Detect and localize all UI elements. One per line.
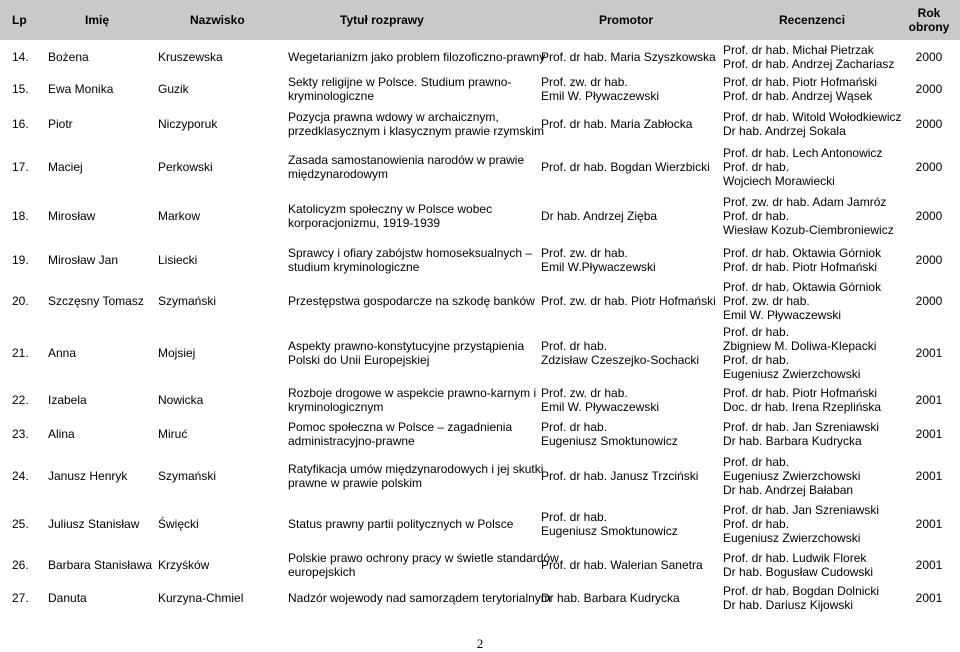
cell-year: 2000 — [915, 159, 943, 174]
cell-first-name: Juliusz Stanisław — [48, 517, 140, 531]
cell-last-name: Kurzyna-Chmiel — [158, 591, 244, 605]
cell-title-line: Status prawny partii politycznych w Polsce — [288, 517, 514, 531]
cell-title-line: administracyjno-prawne — [288, 434, 415, 448]
cell-promoter — [541, 141, 716, 192]
cell-title-line: Rozboje drogowe w aspekcie prawno-karnym i — [288, 386, 537, 400]
cell-lp: 17. — [12, 159, 29, 174]
cell-last-name: Guzik — [158, 82, 189, 96]
cell-reviewers-line: Dr hab. Barbara Kudrycka — [723, 434, 862, 448]
table-row — [0, 582, 960, 614]
cell-reviewers — [723, 500, 905, 548]
cell-promoter — [541, 452, 716, 500]
cell-last-name: Perkowski — [158, 159, 213, 174]
cell-year: 2000 — [915, 116, 943, 131]
table-row — [0, 106, 960, 141]
cell-last-name: Mojsiej — [158, 346, 196, 360]
cell-reviewers-line: Emil W. Pływaczewski — [723, 308, 842, 322]
cell-reviewers-line: Prof. dr hab. Ludwik Florek — [723, 551, 867, 565]
table-row — [0, 500, 960, 548]
cell-title-line: Ratyfikacja umów międzynarodowych i jej skutki — [288, 462, 544, 476]
cell-reviewers-line: Prof. dr hab. Witold Wołodkiewicz — [723, 109, 902, 124]
cell-reviewers — [723, 42, 905, 72]
cell-reviewers-line: Prof. zw. dr hab. — [723, 294, 810, 308]
cell-title — [288, 582, 551, 614]
cell-first-name: Mirosław — [48, 209, 96, 223]
header-reviewers: Recenzenci — [779, 13, 846, 27]
header-first-name: Imię — [85, 13, 110, 27]
cell-reviewers-line: Prof. dr hab. Oktawia Górniok — [723, 246, 882, 260]
cell-promoter-line: Emil W.Pływaczewski — [541, 260, 656, 274]
cell-title-line: Przestępstwa gospodarcze na szkodę banków — [288, 294, 535, 308]
cell-title-line: europejskich — [288, 565, 356, 579]
cell-reviewers-line: Dr hab. Bogusław Cudowski — [723, 565, 874, 579]
cell-title-line: kryminologiczne — [288, 89, 375, 103]
cell-last-name: Miruć — [158, 427, 188, 441]
cell-last-name: Krzyśków — [158, 558, 210, 572]
cell-promoter-line: Prof. zw. dr hab. — [541, 246, 628, 260]
cell-promoter-line: Prof. dr hab. — [541, 339, 608, 353]
cell-title — [288, 548, 559, 582]
cell-promoter — [541, 384, 716, 416]
cell-title-line: Nadzór wojewody nad samorządem terytorialnym — [288, 591, 551, 605]
cell-title-line: Sekty religijne w Polsce. Studium prawno- — [288, 75, 512, 89]
cell-promoter-line: Emil W. Pływaczewski — [541, 400, 660, 414]
cell-reviewers-line: Prof. dr hab. Bogdan Dolnicki — [723, 584, 880, 598]
cell-title — [288, 141, 538, 192]
cell-lp: 14. — [12, 50, 29, 64]
cell-reviewers — [723, 322, 905, 384]
cell-promoter-line: Prof. zw. dr hab. — [541, 386, 628, 400]
cell-lp: 22. — [12, 393, 29, 407]
cell-reviewers — [723, 280, 905, 322]
cell-reviewers-line: Prof. dr hab. — [723, 325, 790, 339]
cell-promoter-line: Prof. dr hab. Maria Szyszkowska — [541, 50, 716, 64]
cell-lp: 26. — [12, 558, 29, 572]
cell-last-name: Szymański — [158, 469, 217, 483]
cell-title — [288, 192, 538, 240]
table-row — [0, 280, 960, 322]
cell-title-line: studium kryminologiczne — [288, 260, 420, 274]
cell-title — [288, 384, 538, 416]
cell-reviewers — [723, 72, 905, 106]
cell-title — [288, 322, 538, 384]
cell-first-name: Janusz Henryk — [48, 469, 128, 483]
cell-last-name: Kruszewska — [158, 50, 223, 64]
cell-lp: 16. — [12, 116, 29, 131]
cell-year: 2001 — [915, 346, 943, 360]
cell-reviewers-line: Prof. dr hab. Piotr Hofmański — [723, 75, 878, 89]
cell-first-name: Anna — [48, 346, 77, 360]
cell-year: 2001 — [915, 517, 943, 531]
cell-promoter — [541, 582, 716, 614]
cell-promoter — [541, 280, 716, 322]
cell-lp: 20. — [12, 294, 29, 308]
cell-promoter-line: Prof. dr hab. Bogdan Wierzbicki — [541, 159, 710, 174]
cell-first-name: Danuta — [48, 591, 87, 605]
cell-reviewers-line: Prof. dr hab. — [723, 517, 790, 531]
table-header — [0, 0, 960, 40]
cell-lp: 19. — [12, 253, 29, 267]
cell-first-name: Ewa Monika — [48, 82, 114, 96]
cell-promoter — [541, 548, 716, 582]
cell-title — [288, 42, 546, 72]
cell-reviewers-line: Dr hab. Andrzej Sokala — [723, 123, 846, 138]
cell-title-line: Pomoc społeczna w Polsce – zagadnienia — [288, 420, 513, 434]
cell-title-line: Zasada samostanowienia narodów w prawie — [288, 152, 525, 167]
cell-reviewers-line: Prof. dr hab. Lech Antonowicz — [723, 145, 883, 160]
cell-title — [288, 416, 538, 452]
cell-promoter — [541, 106, 716, 141]
table-row — [0, 72, 960, 106]
table-row — [0, 240, 960, 280]
table-row — [0, 192, 960, 240]
cell-title-line: Polski do Unii Europejskiej — [288, 353, 430, 367]
cell-year: 2001 — [915, 591, 943, 605]
cell-promoter — [541, 416, 716, 452]
cell-reviewers-line: Prof. dr hab. Oktawia Górniok — [723, 280, 882, 294]
cell-reviewers-line: Prof. zw. dr hab. Adam Jamróz — [723, 195, 887, 209]
cell-reviewers-line: Prof. dr hab. Piotr Hofmański — [723, 386, 878, 400]
cell-lp: 23. — [12, 427, 29, 441]
header-title: Tytuł rozprawy — [340, 13, 424, 27]
cell-promoter-line: Zdzisław Czeszejko-Sochacki — [541, 353, 700, 367]
cell-reviewers — [723, 452, 905, 500]
cell-reviewers-line: Prof. dr hab. — [723, 159, 790, 174]
cell-lp: 18. — [12, 209, 29, 223]
cell-first-name: Piotr — [48, 116, 73, 131]
cell-reviewers-line: Dr hab. Andrzej Bałaban — [723, 483, 854, 497]
cell-title — [288, 240, 538, 280]
cell-reviewers-line: Prof. dr hab. — [723, 353, 790, 367]
cell-promoter-line: Eugeniusz Smoktunowicz — [541, 434, 678, 448]
cell-promoter-line: Dr hab. Barbara Kudrycka — [541, 591, 680, 605]
cell-reviewers-line: Zbigniew M. Doliwa-Klepacki — [723, 339, 877, 353]
cell-title-line: korporacjonizmu, 1919-1939 — [288, 216, 441, 230]
cell-title-line: Wegetarianizm jako problem filozoficzno-prawny — [288, 50, 546, 64]
cell-promoter-line: Prof. dr hab. Janusz Trzciński — [541, 469, 699, 483]
cell-last-name: Markow — [158, 209, 201, 223]
cell-reviewers-line: Prof. dr hab. Michał Pietrzak — [723, 43, 874, 57]
cell-promoter-line: Prof. dr hab. — [541, 420, 608, 434]
cell-reviewers — [723, 141, 905, 192]
cell-year: 2001 — [915, 558, 943, 572]
cell-title-line: Aspekty prawno-konstytucyjne przystąpienia — [288, 339, 525, 353]
cell-promoter-line: Prof. dr hab. Maria Zabłocka — [541, 116, 693, 131]
cell-promoter — [541, 192, 716, 240]
cell-lp: 27. — [12, 591, 29, 605]
table-row — [0, 548, 960, 582]
cell-promoter-line: Emil W. Pływaczewski — [541, 89, 660, 103]
cell-reviewers-line: Prof. dr hab. — [723, 455, 790, 469]
cell-title-line: Katolicyzm społeczny w Polsce wobec — [288, 202, 493, 216]
cell-year: 2000 — [915, 82, 943, 96]
cell-reviewers — [723, 192, 905, 240]
cell-lp: 25. — [12, 517, 29, 531]
cell-title — [288, 452, 544, 500]
cell-first-name: Barbara Stanisława — [48, 558, 153, 572]
cell-title-line: przedklasycznym i klasycznym prawie rzymskim — [288, 123, 545, 138]
cell-reviewers — [723, 548, 905, 582]
cell-reviewers-line: Prof. dr hab. Jan Szreniawski — [723, 503, 880, 517]
cell-reviewers-line: Doc. dr hab. Irena Rzeplińska — [723, 400, 882, 414]
cell-last-name: Niczyporuk — [158, 116, 218, 131]
cell-lp: 15. — [12, 82, 29, 96]
cell-lp: 24. — [12, 469, 29, 483]
header-year: Rok obrony — [908, 6, 950, 34]
cell-title-line: prawne w prawie polskim — [288, 476, 423, 490]
cell-title — [288, 500, 538, 548]
cell-last-name: Szymański — [158, 294, 217, 308]
cell-reviewers-line: Eugeniusz Zwierzchowski — [723, 367, 861, 381]
cell-year: 2000 — [915, 50, 943, 64]
cell-title-line: Pozycja prawna wdowy w archaicznym, — [288, 109, 499, 124]
cell-reviewers-line: Prof. dr hab. Andrzej Zachariasz — [723, 57, 895, 71]
table-row — [0, 416, 960, 452]
cell-title-line: Polskie prawo ochrony pracy w świetle standardów — [288, 551, 559, 565]
cell-promoter-line: Prof. zw. dr hab. Piotr Hofmański — [541, 294, 716, 308]
cell-reviewers-line: Prof. dr hab. Piotr Hofmański — [723, 260, 878, 274]
cell-reviewers-line: Eugeniusz Zwierzchowski — [723, 469, 861, 483]
cell-reviewers-line: Prof. dr hab. — [723, 209, 790, 223]
cell-promoter-line: Prof. dr hab. — [541, 510, 608, 524]
cell-year: 2001 — [915, 427, 943, 441]
header-lp: Lp — [12, 13, 27, 27]
cell-promoter-line: Eugeniusz Smoktunowicz — [541, 524, 678, 538]
cell-first-name: Szczęsny Tomasz — [48, 294, 144, 308]
cell-last-name: Święcki — [158, 517, 199, 531]
cell-year: 2001 — [915, 469, 943, 483]
table-row — [0, 452, 960, 500]
table-row — [0, 141, 960, 192]
table-row — [0, 42, 960, 72]
cell-title — [288, 72, 538, 106]
cell-reviewers-line: Dr hab. Dariusz Kijowski — [723, 598, 854, 612]
cell-promoter — [541, 72, 716, 106]
cell-title-line: międzynarodowym — [288, 166, 389, 181]
cell-promoter — [541, 322, 716, 384]
page-number: 2 — [476, 636, 484, 651]
cell-first-name: Alina — [48, 427, 75, 441]
cell-reviewers-line: Wiesław Kozub-Ciembroniewicz — [723, 223, 894, 237]
cell-year: 2000 — [915, 209, 943, 223]
table-row — [0, 322, 960, 384]
cell-reviewers — [723, 106, 905, 141]
table-row — [0, 384, 960, 416]
cell-last-name: Nowicka — [158, 393, 204, 407]
cell-promoter — [541, 500, 716, 548]
cell-last-name: Lisiecki — [158, 253, 198, 267]
cell-reviewers-line: Eugeniusz Zwierzchowski — [723, 531, 861, 545]
cell-promoter-line: Prof. dr hab. Walerian Sanetra — [541, 558, 703, 572]
cell-title-line: kryminologicznym — [288, 400, 384, 414]
cell-year: 2000 — [915, 253, 943, 267]
cell-first-name: Bożena — [48, 50, 89, 64]
cell-first-name: Izabela — [48, 393, 87, 407]
cell-promoter-line: Prof. zw. dr hab. — [541, 75, 628, 89]
cell-promoter — [541, 42, 716, 72]
cell-lp: 21. — [12, 346, 29, 360]
cell-title — [288, 106, 545, 141]
cell-reviewers — [723, 416, 905, 452]
cell-reviewers-line: Prof. dr hab. Jan Szreniawski — [723, 420, 880, 434]
cell-title-line: Sprawcy i ofiary zabójstw homoseksualnych – — [288, 246, 533, 260]
cell-reviewers — [723, 384, 905, 416]
header-promoter: Promotor — [599, 13, 653, 27]
cell-promoter — [541, 240, 716, 280]
cell-reviewers-line: Prof. dr hab. Andrzej Wąsek — [723, 89, 873, 103]
cell-reviewers — [723, 582, 905, 614]
cell-reviewers — [723, 240, 905, 280]
cell-year: 2000 — [915, 294, 943, 308]
cell-year: 2001 — [915, 393, 943, 407]
cell-title — [288, 280, 538, 322]
header-last-name: Nazwisko — [190, 13, 245, 27]
cell-reviewers-line: Wojciech Morawiecki — [723, 173, 835, 188]
cell-promoter-line: Dr hab. Andrzej Zięba — [541, 209, 658, 223]
cell-first-name: Maciej — [48, 159, 83, 174]
cell-first-name: Mirosław Jan — [48, 253, 119, 267]
